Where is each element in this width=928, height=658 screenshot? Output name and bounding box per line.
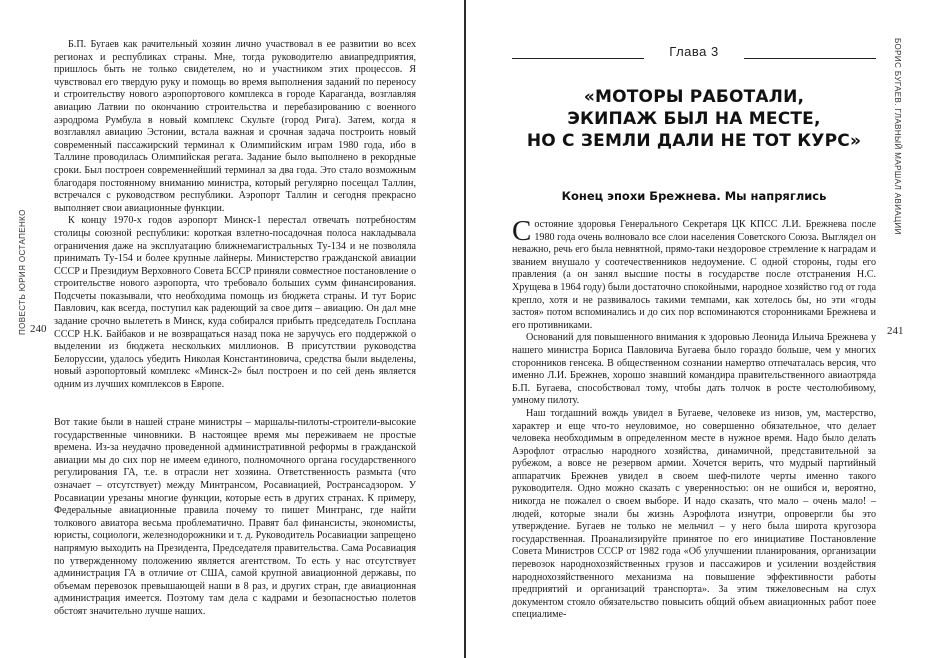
left-running-head: ПОВЕСТЬ ЮРИЯ ОСТАПЕНКО xyxy=(18,209,27,335)
chapter-rule-right xyxy=(744,58,876,59)
chapter-title-line-2: ЭКИПАЖ БЫЛ НА МЕСТЕ, xyxy=(567,109,821,129)
left-paragraph-1: Б.П. Бугаев как рачительный хозяин лично участвовал в ее развитии во всех регионах и республиках страны. Мне, тогда руководителю авиапредприятия, пришлось быть не только свидетелем, но и участником этих процессов. Я чувствовал его твердую руку и помощь во время выполнения заданий по переносу и строительству нового аэропортового комплекса в городе Караганда, возглавляя авиацию Латвии по окончанию строительства и перебазированию с военного аэродрома Румбула в новый комплекс Скульте (город Рига). Затем, когда я возглавлял авиацию Эстонии, встала важная и срочная задача построить новый современный пассажирский терминал к Олимпийским играм 1980 года, ибо в Таллине проводилась Олимпийская регата. Задание было выполнено в рекордные сроки. Был построен современнейший терминал за два года. Это стало возможным благодаря постоянному вниманию министра, который регулярно посещал Таллин, встречался с руководством республики. Аэропорт Таллин и сегодня прекрасно выполняет свои авиационные функции. xyxy=(54,39,416,214)
right-running-head: БОРИС БУГАЕВ. ГЛАВНЫЙ МАРШАЛ АВИАЦИИ xyxy=(893,38,902,235)
left-paragraph-3: Вот такие были в нашей стране министры – маршалы-пилоты-строители-высокие государственные чиновники. В настоящее время мы переживаем не простые времена. Из-за неудачно проведенной административной реформы в гражданской авиации мы до сих пор не имеем единого, полномочного органа государственного регулирования ГА, т.е. в отрасли нет хозяина. Ответственность размыта (что означает – отсутствует) между Минтрансом, Росавиацией, Ространсадзором. У Росавиации урезаны многие функции, которые есть в других странах. К примеру, Федеральные авиационные правила почему то пишет Минтранс, где найти толкового авиатора весьма проблематично. Правят бал финансисты, экономисты, юристы, социологи, железнодорожники и т. д. Руководитель Росавиации запрещено напрямую выходить на Президента, Председателя правительства. Сама Росавиация по утвержденному положению является агентством. То есть у нас отсутствует администрация ГА в отличие от США, самой крупной авиационной державы, по объемам перевозок превышающей наши в 8 раз, и других стран, где авиационная администрация имеется. Поэтому там дела с кадрами и безопасностью полетов обстоят значительно лучше наших. xyxy=(54,417,416,617)
left-page-number: 240 xyxy=(30,323,47,335)
chapter-title xyxy=(512,86,876,152)
chapter-title-line-3: НО С ЗЕМЛИ ДАЛИ НЕ ТОТ КУРС» xyxy=(526,131,862,151)
left-text-block-1 xyxy=(54,39,416,392)
right-page-number: 241 xyxy=(887,325,904,337)
chapter-title-line-1: «МОТОРЫ РАБОТАЛИ, xyxy=(583,87,805,107)
chapter-heading xyxy=(512,44,876,60)
left-paragraph-2: К концу 1970-х годов аэропорт Минск-1 перестал отвечать потребностям столицы союзной республики: короткая взлетно-посадочная полоса накладывала ограничения даже на эксплуатацию ближнемагистральных Ту-134 и не позволяла принимать Ту-154 и более крупные лайнеры. Министерство гражданской авиации СССР и Президиум Верховного Совета БССР приняли совместное постановление о строительстве нового аэропорта, что требовало больших сумм финансирования. Подсчеты показывали, что необходима помощь из бюджета страны. И тут Борис Павлович, как всегда, поступил как радеющий за свое дитя – авиацию. Он дал мне задание срочно вылететь в Минск, куда собирался прибыть председатель Госплана СССР Н.К. Байбаков и не возвращаться назад пока не заручусь его поддержкой о выделении из бюджета нескольких миллионов. В присутствии руководства Белоруссии, удалось убедить Николая Константиновича, средства были выделены, новый аэропортовый комплекс «Минск-2» был построен и по сей день является одним из лучших комплексов в Европе. xyxy=(54,215,416,391)
section-subtitle: Конец эпохи Брежнева. Мы напряглись xyxy=(561,189,827,203)
right-paragraph-1-text: остояние здоровья Генерального Секретаря ЦК КПСС Л.И. Брежнева после 1980 года очень волновало все слои населения Советского Союза. Выглядел он неважно, речь его была невнятной, прямо-таки нездоровое стремление к наградам и званием внушало у соотечественников недоумение. С одной стороны, годы его правления (а он занял высшие посты в государстве после отстранения Н.С. Хрущева в 1964 году) были достаточно спокойными, народное хозяйство год от года крепло, хотя и не развивалось такими темпами, как хотелось бы, но эти «годы застоя» потом вспоминались и до сих пор вспоминаются сторонниками Брежнева и его противниками. xyxy=(512,219,877,331)
left-text-block-2 xyxy=(54,417,416,619)
right-paragraph-2: Оснований для повышенного внимания к здоровью Леонида Ильича Брежнева у нашего министра Бориса Павловича Бугаева было гораздо больше, чем у многих сторонников генсека. В общественном сознании намертво отпечаталась версия, что именно Л.И. Брежнев, хорошо знавший командира правительственного авиаотряда Б.П. Бугаева, способствовал тому, чтобы дать толчок в росте честолюбивому, умному пилоту. xyxy=(512,332,876,407)
right-text-block xyxy=(512,215,877,622)
chapter-label: Глава 3 xyxy=(669,44,719,59)
drop-cap: С xyxy=(512,215,532,247)
right-paragraph-1 xyxy=(512,215,877,332)
right-paragraph-3: Наш тогдашний вождь увидел в Бугаеве, человеке из низов, ум, мастерство, характер и еще что-то неуловимое, но совершенно обязательное, что делает человека необходимым в определенном месте в нужное время. Надо было делать Аэрофлот отраслью народного хозяйства, динамичной, представительной за рубежом, а вовсе не резервом армии. Хочется верить, что мудрый партийный аппаратчик Брежнев увидел в своем шеф-пилоте черты именно такого руководителя. Одно можно сказать с уверенностью: он не ошибся и, вероятно, никогда не пожалел о своем выборе. И надо сказать, что мало – очень мало! – людей, которые знали бы жизнь Аэрофлота изнутри, опровергли бы это утверждение. Бугаев не только не мельчил – у него была широта кругозора государственная. Проанализируйте принятое по его инициативе Постановление Совета Министров СССР от 1982 года «Об улучшении планирования, организации перевозок народнохозяйственных грузов и пассажиров и усилении воздействия народнохозяйственного механизма на повышение эффективности работы предприятий и организаций транспорта». За этим тяжеловесным на слух документом стояло обязательство повысить общий объем авиационных работ поее специалиме- xyxy=(512,407,876,621)
